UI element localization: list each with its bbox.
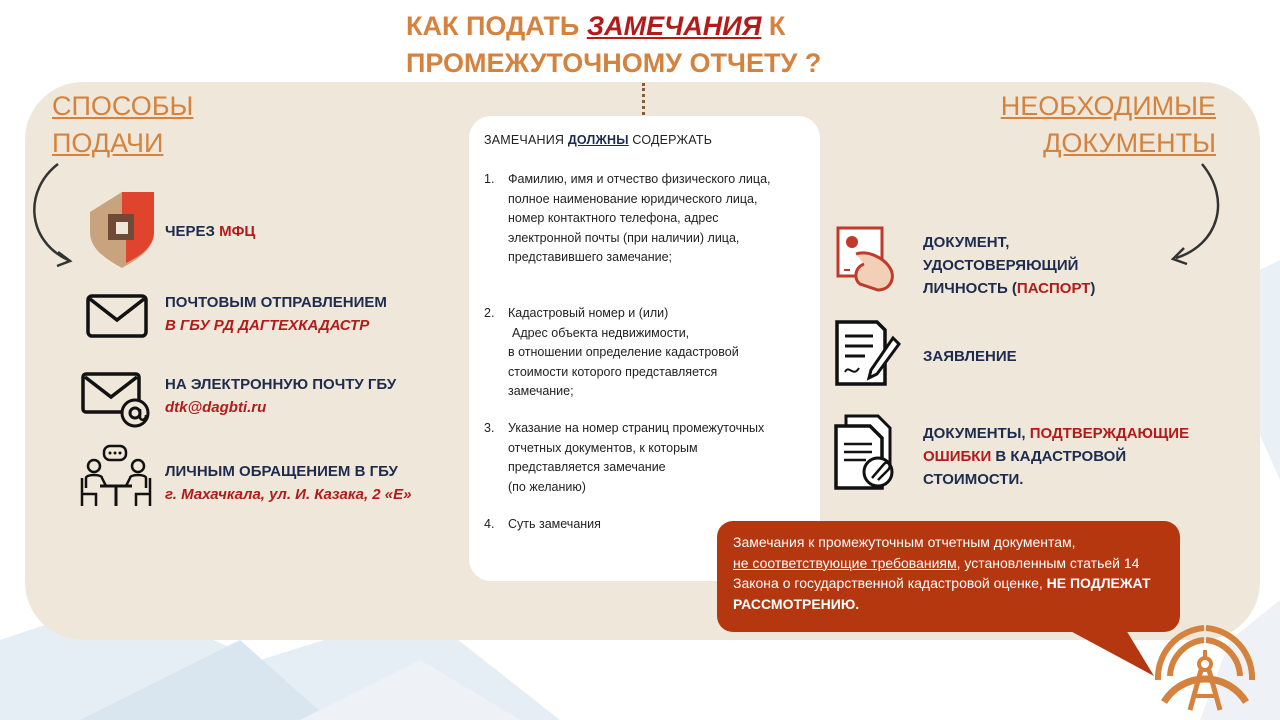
requirement-item: 1. Фамилию, имя и отчество физического лица, полное наименование юридического лица, номер контактного телефона, адрес электронной почты (при наличии) лица, представившего замечание;: [484, 172, 771, 264]
requirement-item: 4. Суть замечания: [484, 517, 601, 531]
method-mfc: ЧЕРЕЗ МФЦ: [165, 223, 256, 240]
requirement-item: 2. Кадастровый номер и (или) Адрес объекта недвижимости, в отношении определение кадастровой стоимости которого представляется замечание;: [484, 306, 739, 398]
compass-logo-icon: [1150, 606, 1260, 716]
method-post: ПОЧТОВЫМ ОТПРАВЛЕНИЕМ В ГБУ РД ДАГТЕХКАДАСТР: [165, 294, 387, 334]
document-statement: ЗАЯВЛЕНИЕ: [923, 348, 1017, 365]
email-at-icon: [80, 371, 152, 429]
meeting-people-icon: [78, 444, 154, 508]
curved-arrow-icon: [28, 160, 78, 270]
curved-arrow-icon: [1162, 160, 1222, 270]
notice-callout: Замечания к промежуточным отчетным документам, не соответствующие требованиям, установленным статьей 14 Закона о государственной кадастровой оценке, НЕ ПОДЛЕЖАТ РАССМОТРЕНИЮ.: [717, 521, 1180, 632]
method-email: НА ЭЛЕКТРОННУЮ ПОЧТУ ГБУ dtk@dagbti.ru: [165, 376, 397, 416]
method-personal: ЛИЧНЫМ ОБРАЩЕНИЕМ В ГБУ г. Махачкала, ул. И. Казака, 2 «Е»: [165, 463, 412, 503]
document-passport: ДОКУМЕНТ, УДОСТОВЕРЯЮЩИЙ ЛИЧНОСТЬ (ПАСПОРТ): [923, 234, 1096, 297]
document-proof: ДОКУМЕНТЫ, ПОДТВЕРЖДАЮЩИЕ ОШИБКИ В КАДАСТРОВОЙ СТОИМОСТИ.: [923, 425, 1190, 488]
requirements-card: [469, 116, 820, 581]
statement-form-icon: [833, 318, 901, 388]
passport-document-icon: [834, 224, 900, 294]
requirements-heading: ЗАМЕЧАНИЯ ДОЛЖНЫ СОДЕРЖАТЬ: [484, 133, 713, 147]
methods-heading: СПОСОБЫ ПОДАЧИ: [52, 91, 194, 158]
title-divider: [642, 83, 645, 115]
documents-clip-icon: [832, 414, 898, 490]
envelope-icon: [86, 294, 148, 338]
mfc-logo-icon: [88, 190, 156, 270]
page-title: КАК ПОДАТЬ ЗАМЕЧАНИЯ К ПРОМЕЖУТОЧНОМУ ОТЧЕТУ ?: [406, 11, 822, 78]
documents-heading: НЕОБХОДИМЫЕ ДОКУМЕНТЫ: [1000, 91, 1216, 158]
requirement-item: 3. Указание на номер страниц промежуточных отчетных документов, к которым представляется замечание (по желанию): [484, 421, 765, 494]
